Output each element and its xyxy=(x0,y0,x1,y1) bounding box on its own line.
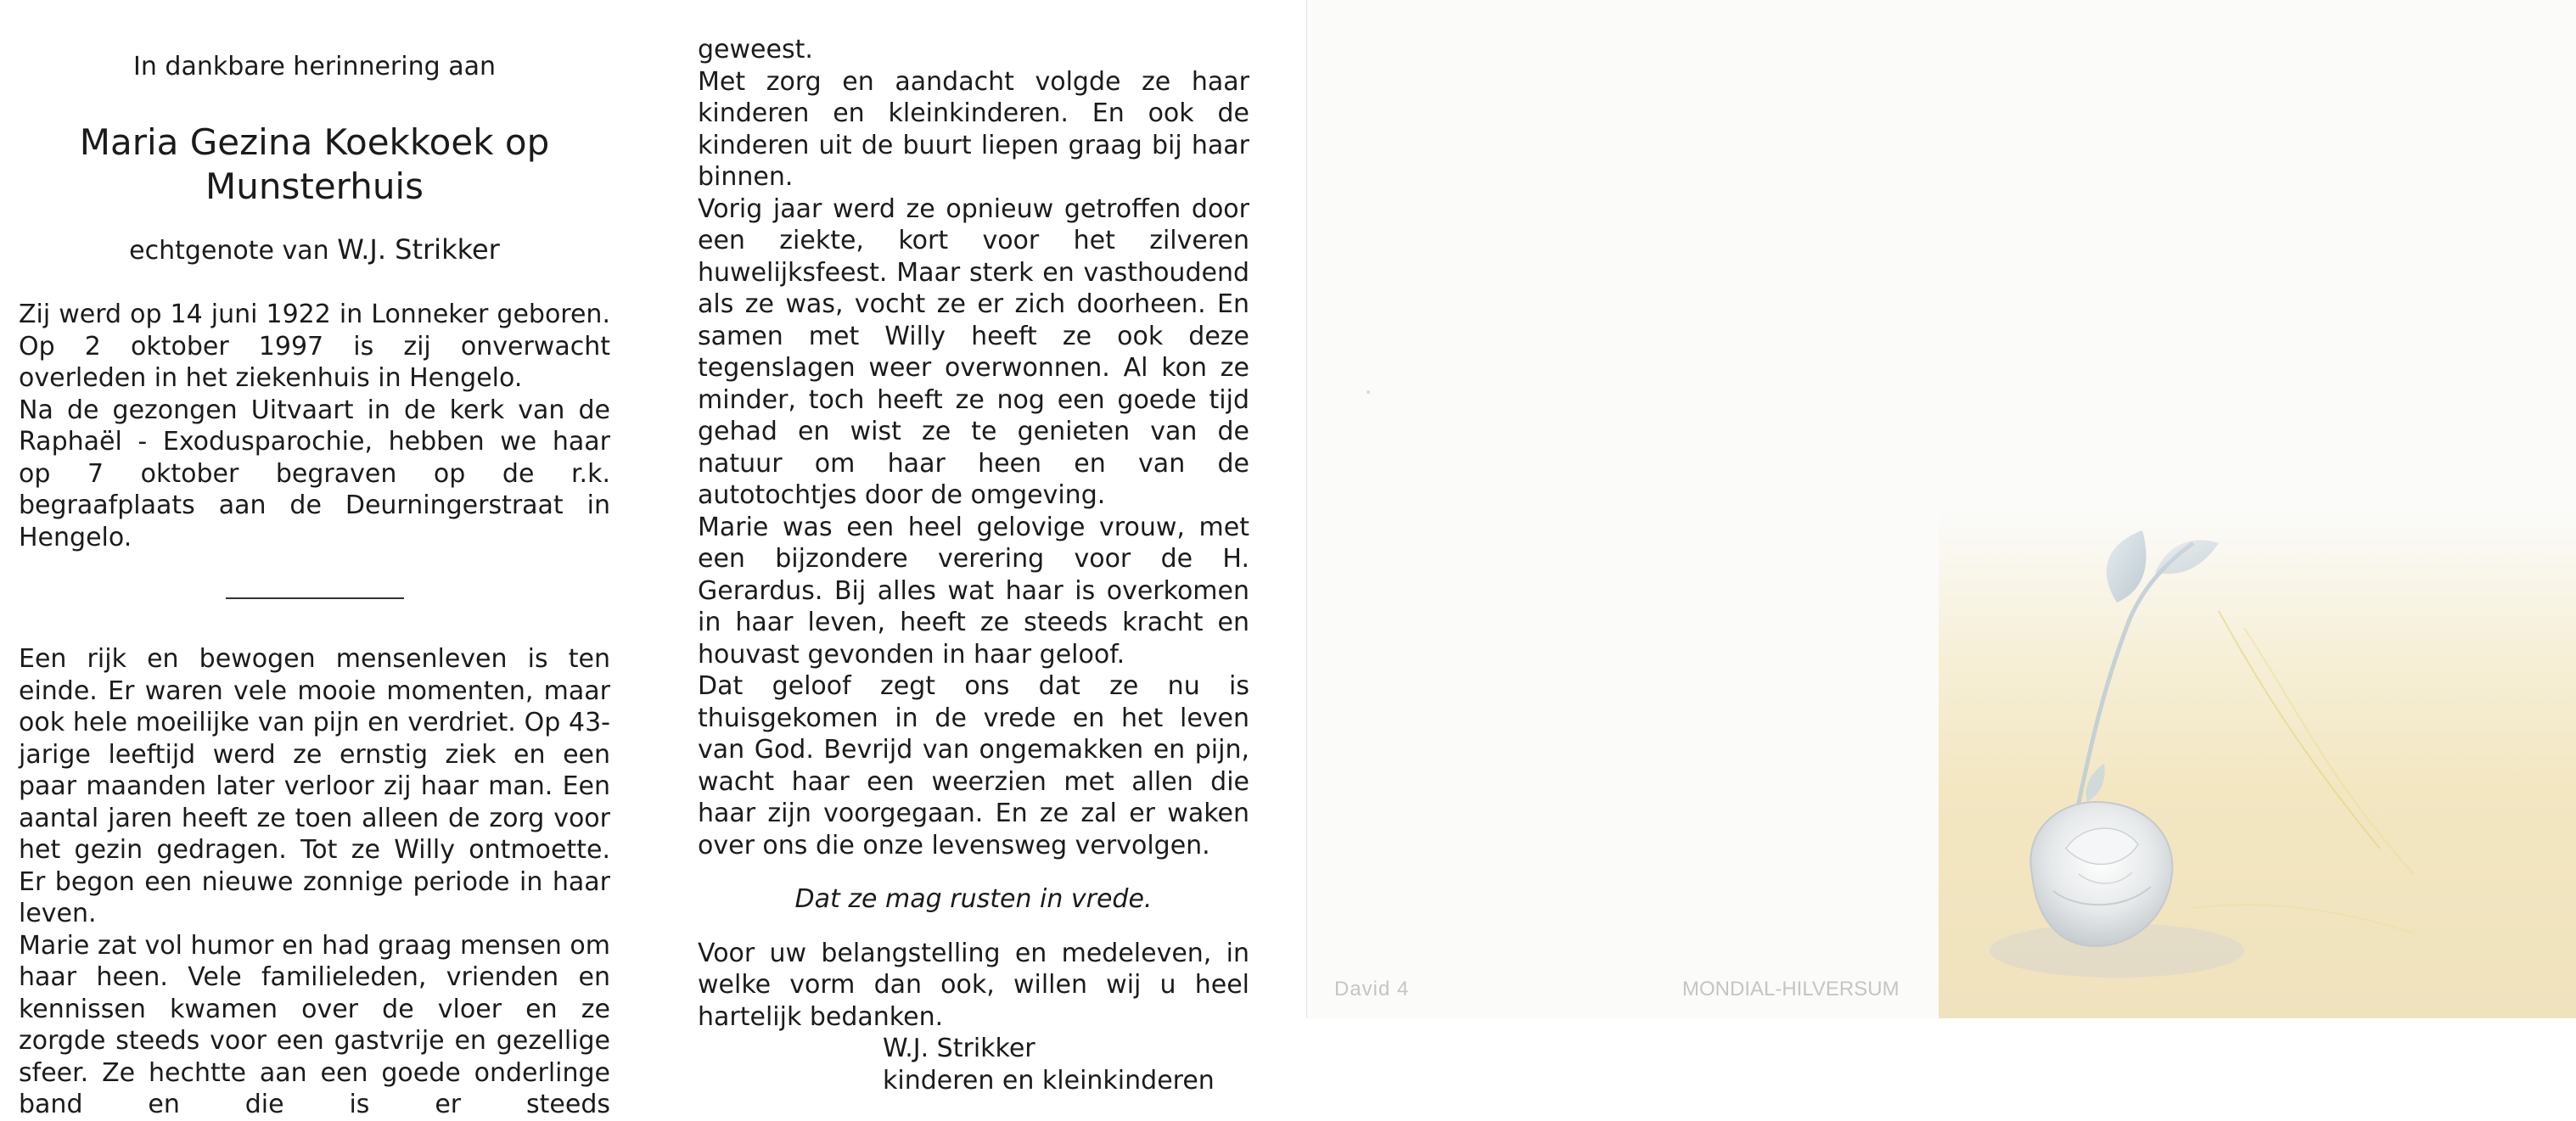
life-paragraph-1: Een rijk en bewogen mensenleven is ten einde. Er waren vele mooie momenten, maar ook hele moeilijke van pijn en verdriet. Op 43-jarige leeftijd werd ze ernstig ziek en een paar maanden later verloor zij haar man. Een aantal jaren heeft ze toen alleen de zorg voor het gezin gedragen. Tot ze Willy ontmoette. Er begon een nieuwe zonnige periode in haar leven. xyxy=(19,644,610,928)
design-code: David 4 xyxy=(1334,978,1410,1000)
faith-paragraph: Marie was een heel gelovige vrouw, met een bijzondere verering voor de H. Gerardus. Bij alles wat haar is overkomen in haar leven, heeft ze steeds kracht en houvast gevonden in haar geloof. xyxy=(698,512,1249,670)
continued-paragraph: geweest. xyxy=(698,35,813,64)
life-section xyxy=(19,643,610,1121)
funeral-paragraph: Na de gezongen Uitvaart in de kerk van de Raphaël - Exodusparochie, hebben we haar op 7 oktober begraven op de r.k. begraafplaats aan de Deurningerstraat in Hengelo. xyxy=(19,395,610,552)
spouse-prefix: echtgenote van xyxy=(129,235,329,266)
signature-line-1: W.J. Strikker xyxy=(883,1034,1035,1063)
thanks-paragraph: Voor uw belangstelling en medeleven, in welke vorm dan ook, willen wij u heel hartelijk bedanken. xyxy=(698,938,1249,1032)
divider xyxy=(226,597,404,599)
right-column xyxy=(698,34,1249,1096)
name-line-2: Munsterhuis xyxy=(205,165,424,207)
spouse-line xyxy=(19,234,610,267)
printer-name: MONDIAL-HILVERSUM xyxy=(1682,978,1900,1000)
left-column xyxy=(19,34,610,1121)
rose-illustration xyxy=(1939,509,2576,1018)
deceased-name xyxy=(19,121,610,209)
care-paragraph: Met zorg en aandacht volgde ze haar kinderen en kleinkinderen. En ook de kinderen uit de buurt liepen graag bij haar binnen. xyxy=(698,66,1249,192)
rose-icon xyxy=(1939,509,2576,1018)
spouse-name: W.J. Strikker xyxy=(337,233,500,266)
peace-paragraph: Dat geloof zegt ons dat ze nu is thuisgekomen in de vrede en het leven van God. Bevrijd van ongemakken en pijn, wacht haar een weerzien met allen die haar zijn voorgegaan. En ze zal er waken over ons die onze levensweg vervolgen. xyxy=(698,671,1249,860)
life-paragraph-2: Marie zat vol humor en had graag mensen om haar heen. Vele familieleden, vrienden en kennissen kwamen over de vloer en ze zorgde steeds voor een gastvrije en gezellige sfeer. Ze hechtte aan een goede onderlinge band en die is er steeds xyxy=(19,930,610,1119)
intro-text: In dankbare herinnering aan xyxy=(133,52,496,81)
facts-section xyxy=(19,299,610,553)
rest-in-peace-quote: Dat ze mag rusten in vrede. xyxy=(794,884,1153,914)
name-line-1: Maria Gezina Koekkoek op xyxy=(79,121,550,163)
right-page xyxy=(1307,0,2576,1018)
signature xyxy=(883,1033,1249,1096)
birth-death-paragraph: Zij werd op 14 juni 1922 in Lonneker geboren. Op 2 oktober 1997 is zij onverwacht overleden in het ziekenhuis in Hengelo. xyxy=(19,300,610,393)
illness-paragraph: Vorig jaar werd ze opnieuw getroffen door een ziekte, kort voor het zilveren huwelijksfeest. Maar sterk en vasthoudend als ze was, vocht ze er zich doorheen. En samen met Willy heeft ze ook deze tegenslagen weer overwonnen. Al kon ze minder, toch heeft ze nog een goede tijd gehad en wist ze te genieten van de natuur om haar heen en van de autotochtjes door de omgeving. xyxy=(698,193,1249,510)
signature-line-2: kinderen en kleinkinderen xyxy=(883,1065,1215,1096)
paper-speck xyxy=(1367,390,1370,394)
